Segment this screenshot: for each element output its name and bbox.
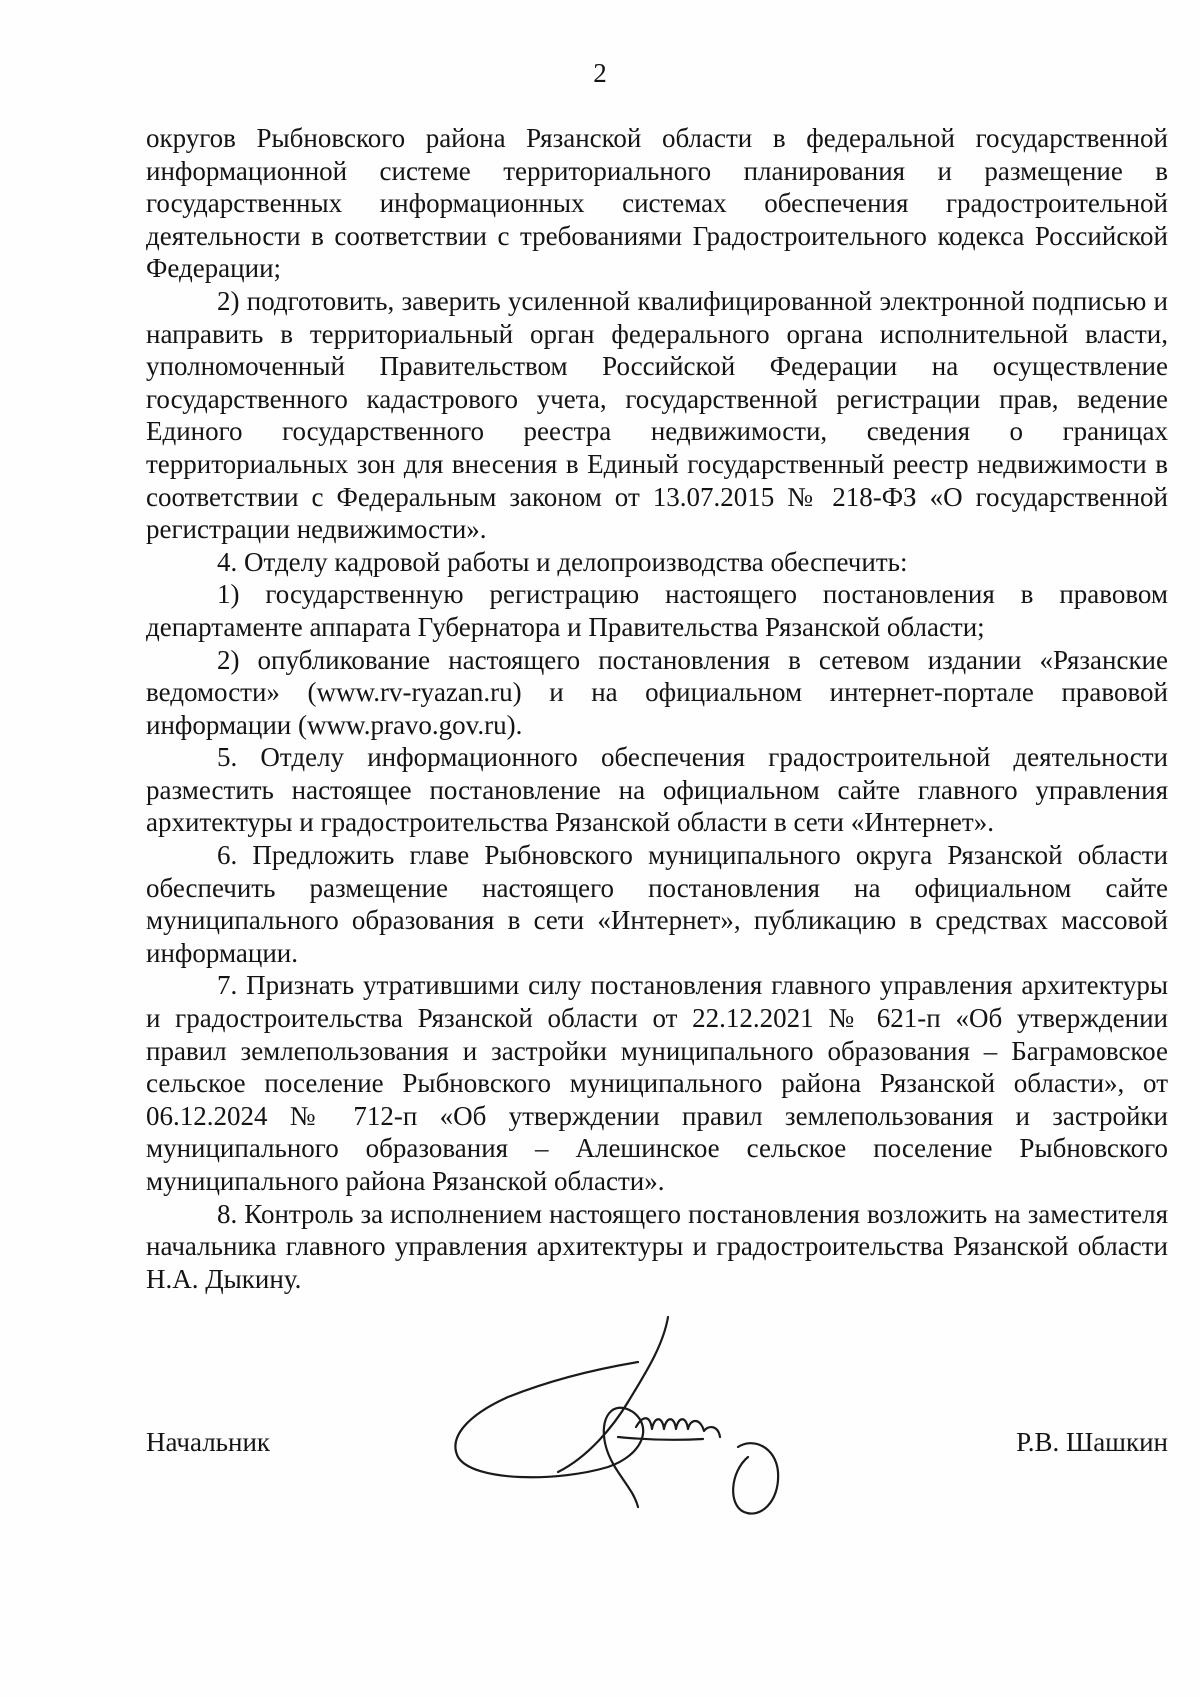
paragraph-item-8: 8. Контроль за исполнением настоящего постановления возложить на заместителя начальника главного управления архитектуры и градостроительства Рязанской области Н.А. Дыкину.: [146, 1198, 1168, 1294]
document-body: [146, 122, 1168, 1295]
paragraph-item-4: 4. Отделу кадровой работы и делопроизводства обеспечить:: [217, 546, 908, 577]
paragraph-item-7: 7. Признать утратившими силу постановления главного управления архитектуры и градостроительства Рязанской области от 22.12.2021 № 621-п «Об утверждении правил землепользования и застройки муниципального образования – Баграмовское сельское поселение Рыбновского муниципального района Рязанской области», от 06.12.2024 № 712-п «Об утверждении правил землепользования и застройки муниципального образования – Алешинское сельское поселение Рыбновского муниципального района Рязанской области».: [146, 970, 1168, 1196]
page-number: 2: [593, 58, 607, 88]
signatory-title: Начальник: [146, 1427, 271, 1457]
paragraph-item-4-1: 1) государственную регистрацию настоящего постановления в правовом департаменте аппарата Губернатора и Правительства Рязанской области;: [146, 579, 1168, 642]
signatory-name: Р.В. Шашкин: [1016, 1427, 1168, 1457]
paragraph-item-2: 2) подготовить, заверить усиленной квалифицированной электронной подписью и направить в территориальный орган федерального органа исполнительной власти, уполномоченный Правительством Российской Федерации на осуществление государственного кадастрового учета, государственной регистрации прав, ведение Единого государственного реестра недвижимости, сведения о границах территориальных зон для внесения в Единый государственный реестр недвижимости в соответствии с Федеральным законом от 13.07.2015 № 218-ФЗ «О государственной регистрации недвижимости».: [146, 285, 1168, 545]
paragraph-continuation: округов Рыбновского района Рязанской области в федеральной государственной информационной системе территориального планирования и размещение в государственных информационных системах обеспечения градостроительной деятельности в соответствии с требованиями Градостроительного кодекса Российской Федерации;: [146, 123, 1168, 284]
handwritten-signature: [438, 1307, 798, 1537]
paragraph-item-5: 5. Отделу информационного обеспечения градостроительной деятельности разместить настоящее постановление на официальном сайте главного управления архитектуры и градостроительства Рязанской области в сети «Интернет».: [146, 742, 1168, 838]
paragraph-item-6: 6. Предложить главе Рыбновского муниципального округа Рязанской области обеспечить размещение настоящего постановления на официальном сайте муниципального образования в сети «Интернет», публикацию в средствах массовой информации.: [146, 840, 1168, 968]
paragraph-item-4-2: 2) опубликование настоящего постановления в сетевом издании «Рязанские ведомости» (www.rv-ryazan.ru) и на официальном интернет-портале правовой информации (www.pravo.gov.ru).: [146, 644, 1168, 740]
signature-block: [146, 1405, 1168, 1535]
